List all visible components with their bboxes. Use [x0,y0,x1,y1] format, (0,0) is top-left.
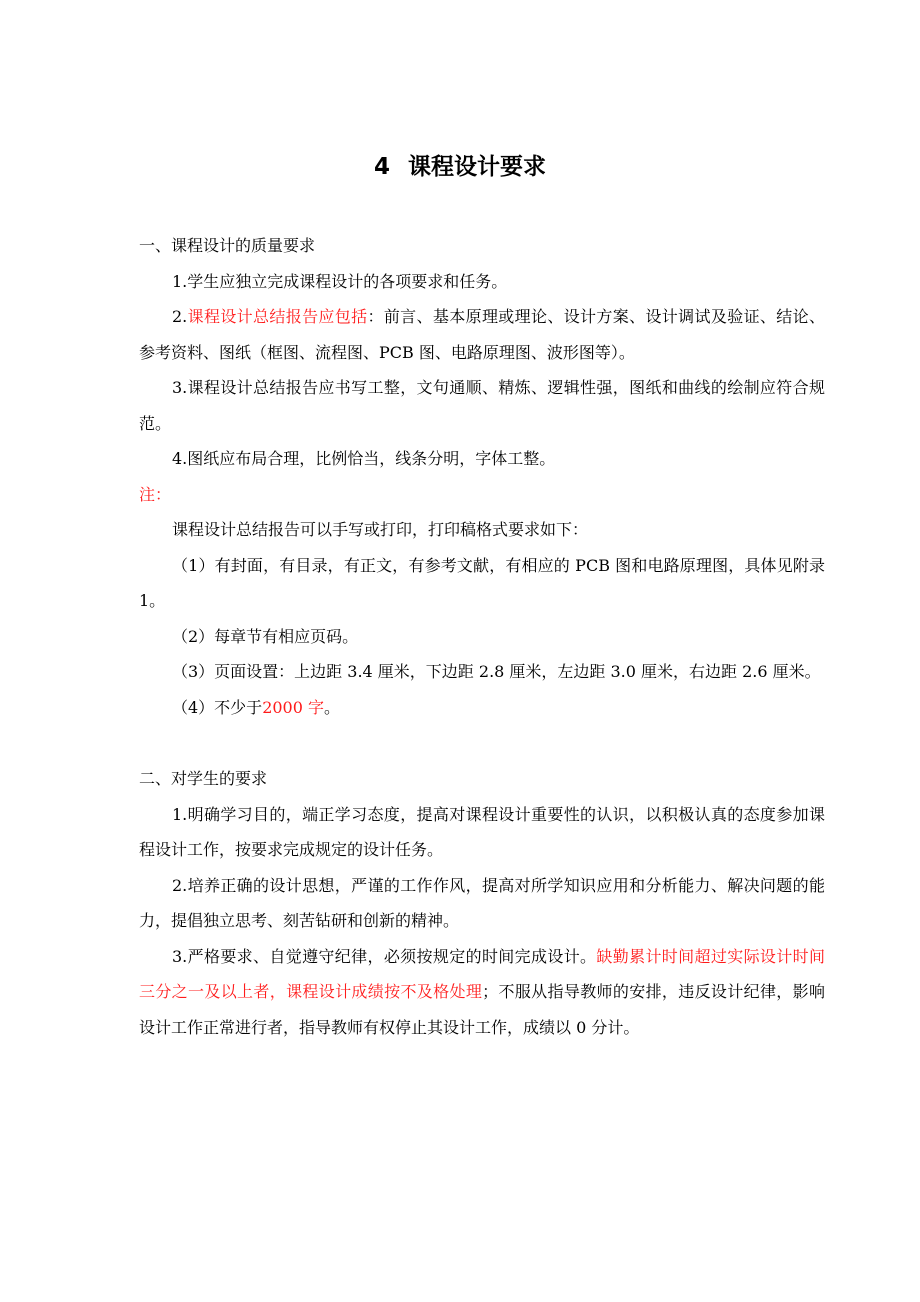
note-item-4 [139,690,825,726]
quality-item-2 [139,299,825,370]
quality-item-1: 1.学生应独立完成课程设计的各项要求和任务。 [172,271,508,291]
student-item-3-prefix: 3.严格要求、自觉遵守纪律，必须按规定的时间完成设计。 [172,946,597,966]
section-heading-students: 二、对学生的要求 [139,769,268,788]
student-item-3-emphasis: 缺勤累计时间超过实际设计时间三分之一及以上者，课程设计成绩按不及格处理 [139,946,825,1001]
section-heading-quality: 一、课程设计的质量要求 [139,236,316,255]
quality-item-4: 4.图纸应布局合理，比例恰当，线条分明，字体工整。 [172,449,556,468]
document-body [139,228,825,1045]
note-item-1: （1）有封面，有目录，有正文，有参考文献，有相应的 PCB 图和电路原理图，具体见附录 1。 [139,555,825,610]
quality-item-2-prefix: 2. [172,307,188,326]
student-item-1: 1.明确学习目的，端正学习态度，提高对课程设计重要性的认识，以积极认真的态度参加课程设计工作，按要求完成规定的设计任务。 [139,804,825,859]
chapter-title: 课程设计要求 [408,154,546,180]
note-item-3: （3）页面设置：上边距 3.4 厘米，下边距 2.8 厘米，左边距 3.0 厘米，右边距 2.6 厘米。 [172,662,821,681]
page-title [0,150,920,184]
student-item-3 [139,939,825,1046]
note-intro: 课程设计总结报告可以手写或打印，打印稿格式要求如下： [172,520,589,539]
note-item-2: （2）每章节有相应页码。 [172,626,359,646]
note-item-4-suffix: 。 [324,697,341,717]
quality-item-3: 3.课程设计总结报告应书写工整，文句通顺、精炼、逻辑性强，图纸和曲线的绘制应符合规范。 [139,378,825,433]
note-item-4-emphasis: 2000 字 [262,697,324,717]
student-item-2: 2.培养正确的设计思想，严谨的工作作风，提高对所学知识应用和分析能力、解决问题的能力，提倡独立思考、刻苦钻研和创新的精神。 [139,875,825,930]
section-spacer [139,725,825,761]
student-item-3-rest: ；不服从指导教师的安排，违反设计纪律，影响设计工作正常进行者，指导教师有权停止其设计工作，成绩以 0 分计。 [139,982,825,1037]
quality-item-2-rest: ：前言、基本原理或理论、设计方案、设计调试及验证、结论、参考资料、图纸（框图、流程图、PCB 图、电路原理图、波形图等）。 [139,307,825,362]
quality-item-2-emphasis: 课程设计总结报告应包括 [187,307,368,326]
note-label: 注： [139,484,172,504]
note-item-4-prefix: （4）不少于 [172,697,263,717]
chapter-number: 4 [373,154,390,180]
